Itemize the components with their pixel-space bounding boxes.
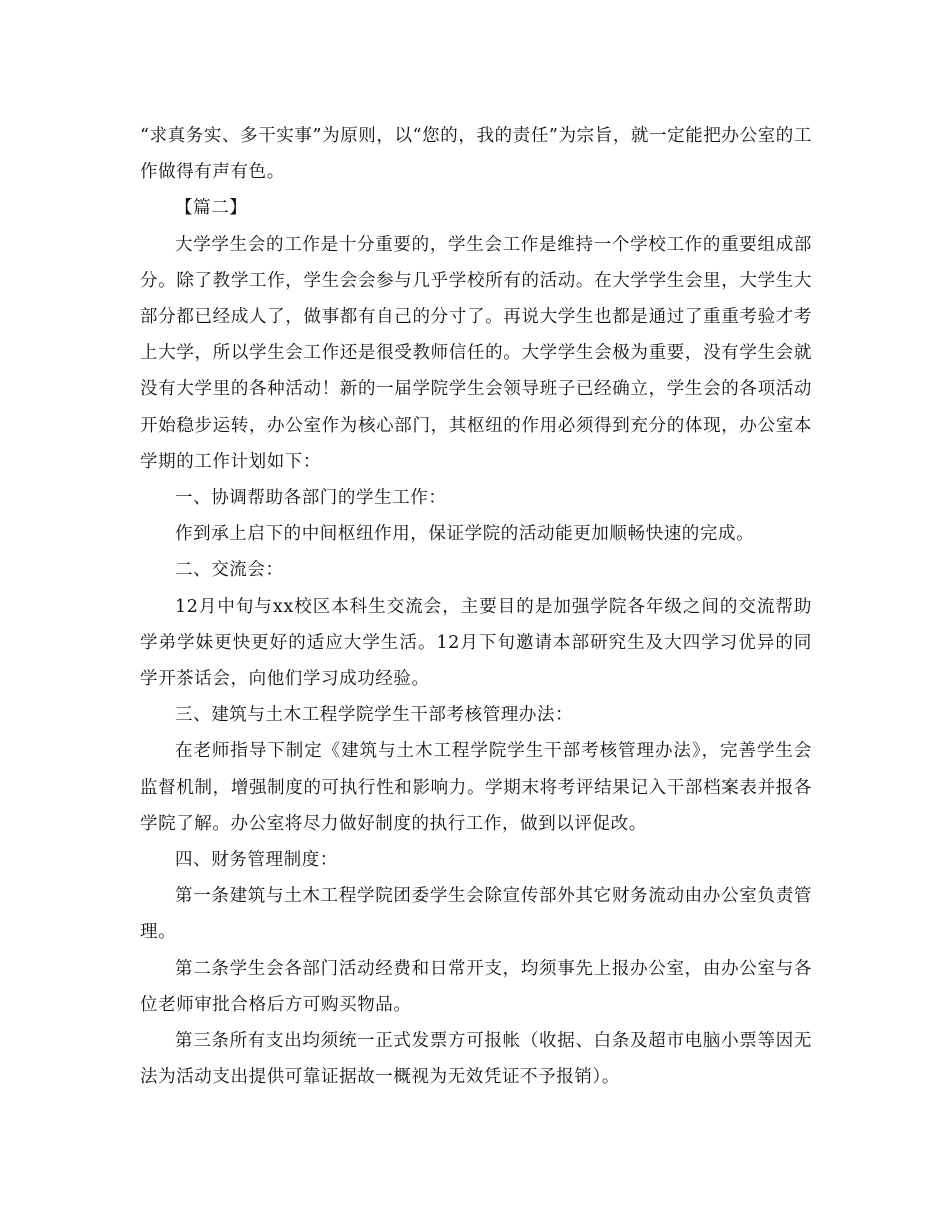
item-heading-4: 四、财务管理制度：: [175, 850, 338, 871]
continuation-paragraph: “求真务实、多干实事”为原则，以“您的，我的责任”为宗旨，就一定能把办公室的工作做得有声有色。: [140, 126, 812, 183]
item-body-1: 作到承上启下的中间枢纽作用，保证学院的活动能更加顺畅快速的完成。: [175, 524, 755, 545]
article-3: 第三条所有支出均须统一正式发票方可报帐（收据、白条及超市电脑小票等因无法为活动支出提供可靠证据故一概视为无效凭证不予报销）。: [140, 1031, 812, 1088]
section-heading: 【篇二】: [175, 198, 248, 219]
intro-paragraph: 大学学生会的工作是十分重要的，学生会工作是维持一个学校工作的重要组成部分。除了教学工作，学生会会参与几乎学校所有的活动。在大学学生会里，大学生大部分都已经成人了，做事都有自己的分寸了。再说大学生也都是通过了重重考验才考上大学，所以学生会工作还是很受教师信任的。大学学生会极为重要，没有学生会就没有大学里的各种活动！新的一届学院学生会领导班子已经确立，学生会的各项活动开始稳步运转，办公室作为核心部门，其枢纽的作用必须得到充分的体现，办公室本学期的工作计划如下：: [140, 234, 812, 472]
item-heading-2: 二、交流会：: [175, 560, 284, 581]
item-body-2: 12月中旬与xx校区本科生交流会，主要目的是加强学院各年级之间的交流帮助学弟学妹更快更好的适应大学生活。12月下旬邀请本部研究生及大四学习优异的同学开茶话会，向他们学习成功经验。: [140, 596, 812, 690]
article-1: 第一条建筑与土木工程学院团委学生会除宣传部外其它财务流动由办公室负责管理。: [140, 886, 812, 943]
article-2: 第二条学生会各部门活动经费和日常开支，均须事先上报办公室，由办公室与各位老师审批合格后方可购买物品。: [140, 958, 812, 1015]
item-heading-3: 三、建筑与土木工程学院学生干部考核管理办法：: [175, 705, 574, 726]
item-body-3: 在老师指导下制定《建筑与土木工程学院学生干部考核管理办法》，完善学生会监督机制，增强制度的可执行性和影响力。学期末将考评结果记入干部档案表并报各学院了解。办公室将尽力做好制度的执行工作，做到以评促改。: [140, 741, 812, 834]
item-heading-1: 一、协调帮助各部门的学生工作：: [175, 488, 447, 509]
document-page: [140, 118, 812, 1095]
